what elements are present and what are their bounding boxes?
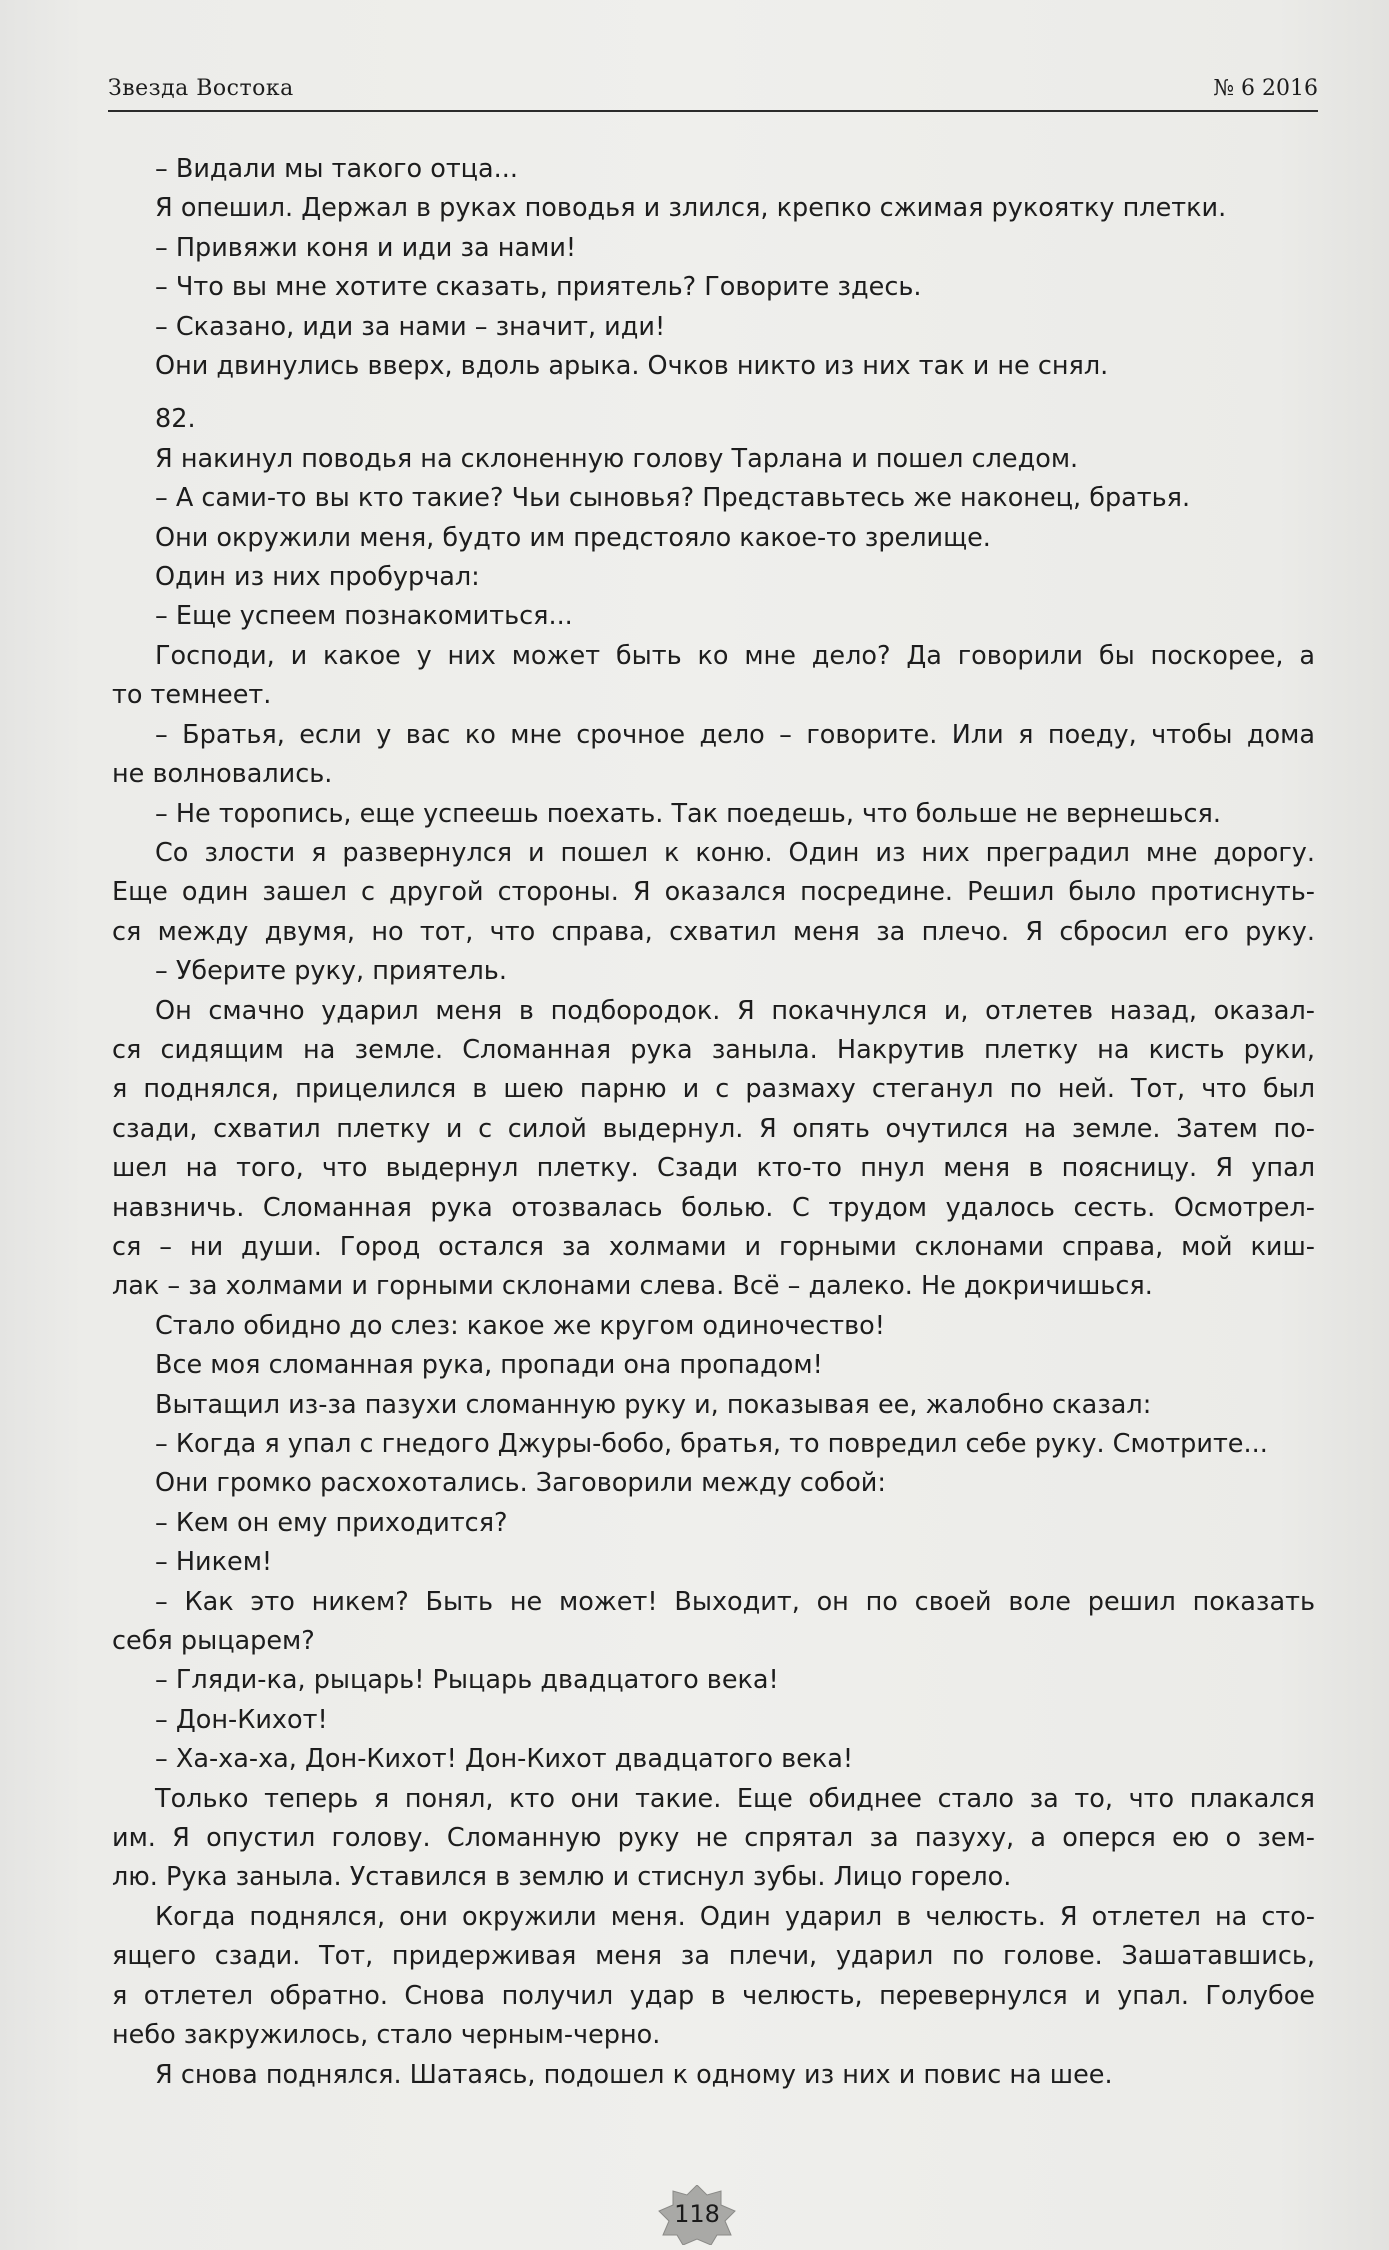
text-line: ся сидящим на земле. Сломанная рука заныла. Накрутив плетку на кисть руки, <box>112 1034 1315 1065</box>
text-line: – Гляди-ка, рыцарь! Рыцарь двадцатого века! <box>155 1665 779 1696</box>
text-line: сзади, схватил плетку и с силой выдернул. Я опять очутился на земле. Затем по- <box>112 1113 1315 1144</box>
text-line: Я снова поднялся. Шатаясь, подошел к одному из них и повис на шее. <box>155 2059 1113 2090</box>
body-text <box>112 150 1315 2095</box>
header-rule <box>108 110 1318 112</box>
text-line: 82. <box>155 404 196 435</box>
text-line: Господи, и какое у них может быть ко мне дело? Да говорили бы поскорее, а <box>155 640 1315 671</box>
text-line: Они окружили меня, будто им предстояло какое-то зрелище. <box>155 522 991 553</box>
text-line: – Никем! <box>155 1547 273 1578</box>
text-line: шел на того, что выдернул плетку. Сзади кто-то пнул меня в поясницу. Я упал <box>112 1153 1315 1184</box>
text-line: Только теперь я понял, кто они такие. Еще обиднее стало за то, что плакался <box>155 1783 1315 1814</box>
text-line: Стало обидно до слез: какое же кругом одиночество! <box>155 1310 885 1341</box>
text-line: им. Я опустил голову. Сломанную руку не спрятал за пазуху, а оперся ею о зем- <box>112 1823 1315 1854</box>
text-line: – Как это никем? Быть не может! Выходит, он по своей воле решил показать <box>155 1586 1315 1617</box>
text-line: Я накинул поводья на склоненную голову Тарлана и пошел следом. <box>155 443 1079 474</box>
page-number-badge <box>655 2185 739 2245</box>
text-line: – Еще успеем познакомиться... <box>155 601 573 632</box>
text-line: навзничь. Сломанная рука отозвалась болью. С трудом удалось сесть. Осмотрел- <box>112 1192 1315 1223</box>
text-line: не волновались. <box>112 759 333 790</box>
text-line: – Братья, если у вас ко мне срочное дело – говорите. Или я поеду, чтобы дома <box>155 719 1315 750</box>
journal-title: Звезда Востока <box>108 76 294 101</box>
text-line: – Уберите руку, приятель. <box>155 956 507 987</box>
text-line: – Сказано, иди за нами – значит, иди! <box>155 311 666 342</box>
text-line: небо закружилось, стало черным-черно. <box>112 2020 661 2051</box>
text-line: – Дон-Кихот! <box>155 1704 328 1735</box>
text-line: лак – за холмами и горными склонами слева. Всё – далеко. Не докричишься. <box>112 1271 1153 1302</box>
text-line: Со злости я развернулся и пошел к коню. Один из них преградил мне дорогу. <box>155 837 1315 868</box>
running-header <box>108 70 1318 110</box>
text-line: Все моя сломанная рука, пропади она пропадом! <box>155 1350 823 1381</box>
text-line: – Что вы мне хотите сказать, приятель? Говорите здесь. <box>155 272 922 303</box>
text-line: ся между двумя, но тот, что справа, схватил меня за плечо. Я сбросил его руку. <box>112 916 1315 947</box>
text-line: лю. Рука заныла. Уставился в землю и стиснул зубы. Лицо горело. <box>112 1862 1012 1893</box>
text-line: Когда поднялся, они окружили меня. Один ударил в челюсть. Я отлетел на сто- <box>155 1901 1315 1932</box>
page-number: 118 <box>674 2200 720 2228</box>
text-line: я поднялся, прицелился в шею парню и с размаху стеганул по ней. Тот, что был <box>112 1074 1315 1105</box>
text-line: Один из них пробурчал: <box>155 562 480 593</box>
text-line: Я опешил. Держал в руках поводья и злился, крепко сжимая рукоятку плетки. <box>155 193 1227 224</box>
text-line: – Привяжи коня и иди за нами! <box>155 232 577 263</box>
text-line: – Ха-ха-ха, Дон-Кихот! Дон-Кихот двадцатого века! <box>155 1744 854 1775</box>
issue-number: № 6 2016 <box>1213 76 1318 101</box>
text-line: Вытащил из-за пазухи сломанную руку и, показывая ее, жалобно сказал: <box>155 1389 1152 1420</box>
text-line: – Не торопись, еще успеешь поехать. Так поедешь, что больше не вернешься. <box>155 798 1222 829</box>
text-line: ся – ни души. Город остался за холмами и горными склонами справа, мой киш- <box>112 1231 1315 1262</box>
text-line: – Когда я упал с гнедого Джуры-бобо, братья, то повредил себе руку. Смотрите... <box>155 1429 1268 1459</box>
text-line: то темнеет. <box>112 680 272 711</box>
text-line: Они двинулись вверх, вдоль арыка. Очков никто из них так и не снял. <box>155 351 1109 382</box>
text-line: Они громко расхохотались. Заговорили между собой: <box>155 1468 886 1499</box>
text-line: – А сами-то вы кто такие? Чьи сыновья? Представьтесь же наконец, братья. <box>155 483 1191 514</box>
text-line: ящего сзади. Тот, придерживая меня за плечи, ударил по голове. Зашатавшись, <box>112 1941 1315 1972</box>
paragraph-gap <box>155 386 1315 400</box>
text-line: себя рыцарем? <box>112 1626 315 1657</box>
text-line: Еще один зашел с другой стороны. Я оказался посредине. Решил было протиснуть- <box>112 877 1315 908</box>
text-line: Он смачно ударил меня в подбородок. Я покачнулся и, отлетев назад, оказал- <box>155 995 1315 1026</box>
text-line: – Видали мы такого отца... <box>155 154 518 184</box>
text-line: – Кем он ему приходится? <box>155 1507 508 1538</box>
text-line: я отлетел обратно. Снова получил удар в челюсть, перевернулся и упал. Голубое <box>112 1980 1315 2011</box>
